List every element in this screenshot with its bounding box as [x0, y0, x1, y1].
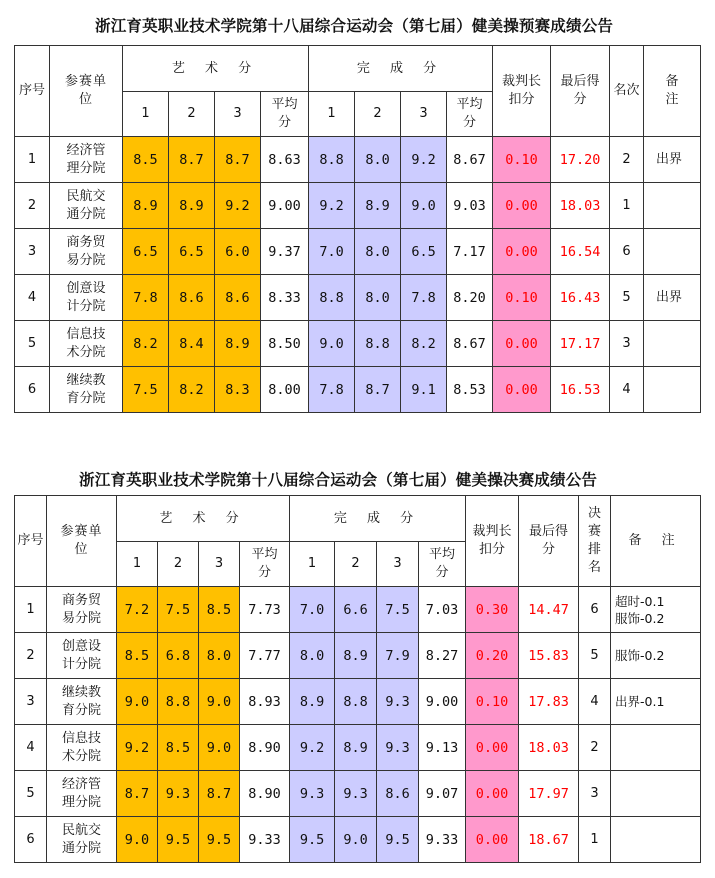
art-score-2: 6.8	[158, 633, 199, 679]
row-note	[644, 321, 701, 367]
table-row	[15, 679, 701, 725]
row-unit: 民航交通分院	[47, 817, 117, 863]
header-deduct: 裁判长扣分	[493, 46, 551, 137]
table-row	[15, 817, 701, 863]
row-note: 出界	[644, 275, 701, 321]
complete-avg: 8.27	[419, 633, 466, 679]
art-avg: 9.33	[240, 817, 290, 863]
art-score-2: 6.5	[169, 229, 215, 275]
complete-score-3: 9.3	[377, 679, 419, 725]
table-row	[15, 137, 701, 183]
art-score-2: 8.8	[158, 679, 199, 725]
header-note: 备 注	[611, 496, 701, 587]
row-note-line-1: 超时-0.1	[615, 593, 665, 609]
art-avg: 9.00	[261, 183, 309, 229]
art-score-1: 8.5	[117, 633, 158, 679]
header-art-judge-1: 1	[117, 542, 158, 587]
complete-avg: 8.20	[447, 275, 493, 321]
row-seq: 2	[15, 183, 50, 229]
art-score-2: 8.9	[169, 183, 215, 229]
complete-score-3: 7.5	[377, 587, 419, 633]
art-score-3: 9.0	[199, 725, 240, 771]
row-note	[611, 725, 701, 771]
art-avg: 8.33	[261, 275, 309, 321]
header-art: 艺 术 分	[123, 46, 309, 92]
complete-score-3: 8.2	[401, 321, 447, 367]
header-final: 最后得分	[519, 496, 579, 587]
complete-score-3: 7.9	[377, 633, 419, 679]
complete-avg: 9.00	[419, 679, 466, 725]
header-complete-avg: 平均分	[419, 542, 466, 587]
row-unit: 经济管理分院	[50, 137, 123, 183]
complete-score-1: 9.2	[290, 725, 335, 771]
table-row	[15, 321, 701, 367]
row-unit: 继续教育分院	[50, 367, 123, 413]
row-rank: 4	[610, 367, 644, 413]
art-avg: 8.50	[261, 321, 309, 367]
header-art-judge-1: 1	[123, 92, 169, 137]
header-art-avg: 平均分	[261, 92, 309, 137]
art-score-2: 7.5	[158, 587, 199, 633]
complete-score-3: 8.6	[377, 771, 419, 817]
complete-score-2: 8.8	[355, 321, 401, 367]
final-score: 17.97	[519, 771, 579, 817]
final-score: 16.43	[551, 275, 610, 321]
art-score-3: 9.0	[199, 679, 240, 725]
complete-score-3: 7.8	[401, 275, 447, 321]
final-score: 14.47	[519, 587, 579, 633]
complete-score-1: 8.0	[290, 633, 335, 679]
header-final: 最后得分	[551, 46, 610, 137]
complete-avg: 8.53	[447, 367, 493, 413]
header-complete-judge-3: 3	[401, 92, 447, 137]
judge-deduction: 0.00	[466, 817, 519, 863]
row-seq: 1	[15, 137, 50, 183]
art-avg: 7.73	[240, 587, 290, 633]
row-rank: 1	[579, 817, 611, 863]
table-row	[15, 367, 701, 413]
art-score-2: 8.6	[169, 275, 215, 321]
header-complete-judge-2: 2	[355, 92, 401, 137]
judge-deduction: 0.00	[493, 183, 551, 229]
header-complete-judge-1: 1	[290, 542, 335, 587]
header-rank: 决赛排名	[579, 496, 611, 587]
complete-avg: 8.67	[447, 321, 493, 367]
header-unit: 参赛单位	[50, 46, 123, 137]
complete-score-3: 9.2	[401, 137, 447, 183]
row-rank: 5	[610, 275, 644, 321]
header-art-judge-2: 2	[158, 542, 199, 587]
final-score: 18.03	[551, 183, 610, 229]
art-score-2: 9.5	[158, 817, 199, 863]
art-score-2: 8.4	[169, 321, 215, 367]
row-rank: 5	[579, 633, 611, 679]
row-rank: 6	[610, 229, 644, 275]
complete-score-1: 9.5	[290, 817, 335, 863]
row-seq: 3	[15, 229, 50, 275]
art-score-2: 9.3	[158, 771, 199, 817]
row-note-line-1: 服饰-0.2	[615, 648, 665, 663]
row-rank: 3	[610, 321, 644, 367]
complete-score-3: 9.3	[377, 725, 419, 771]
complete-score-3: 6.5	[401, 229, 447, 275]
complete-score-2: 8.8	[335, 679, 377, 725]
row-seq: 2	[15, 633, 47, 679]
judge-deduction: 0.00	[466, 771, 519, 817]
complete-score-2: 8.0	[355, 275, 401, 321]
judge-deduction: 0.00	[466, 725, 519, 771]
art-score-3: 9.5	[199, 817, 240, 863]
row-seq: 4	[15, 725, 47, 771]
row-seq: 3	[15, 679, 47, 725]
art-score-1: 8.9	[123, 183, 169, 229]
row-note	[644, 183, 701, 229]
complete-score-2: 8.9	[335, 633, 377, 679]
prelim-title: 浙江育英职业技术学院第十八届综合运动会（第七届）健美操预赛成绩公告	[95, 17, 614, 35]
complete-score-1: 7.0	[309, 229, 355, 275]
header-complete-avg: 平均分	[447, 92, 493, 137]
row-note	[644, 367, 701, 413]
table-row	[15, 183, 701, 229]
complete-avg: 7.03	[419, 587, 466, 633]
row-unit: 信息技术分院	[47, 725, 117, 771]
table-row	[15, 725, 701, 771]
row-seq: 6	[15, 817, 47, 863]
judge-deduction: 0.00	[493, 229, 551, 275]
table-row	[15, 229, 701, 275]
art-score-3: 8.9	[215, 321, 261, 367]
row-note	[611, 679, 701, 725]
final-table	[14, 495, 701, 863]
judge-deduction: 0.00	[493, 367, 551, 413]
complete-score-1: 8.8	[309, 275, 355, 321]
art-score-1: 8.5	[123, 137, 169, 183]
header-art-judge-3: 3	[215, 92, 261, 137]
art-avg: 8.93	[240, 679, 290, 725]
row-rank: 2	[579, 725, 611, 771]
complete-avg: 9.33	[419, 817, 466, 863]
complete-score-3: 9.0	[401, 183, 447, 229]
row-note	[611, 587, 701, 633]
art-avg: 9.37	[261, 229, 309, 275]
final-score: 17.83	[519, 679, 579, 725]
art-score-1: 9.2	[117, 725, 158, 771]
art-score-3: 8.7	[215, 137, 261, 183]
header-rank: 名次	[610, 46, 644, 137]
row-unit: 继续教育分院	[47, 679, 117, 725]
complete-score-1: 8.9	[290, 679, 335, 725]
complete-score-1: 7.0	[290, 587, 335, 633]
art-score-3: 8.0	[199, 633, 240, 679]
art-score-1: 8.7	[117, 771, 158, 817]
complete-score-2: 8.9	[335, 725, 377, 771]
art-score-1: 7.5	[123, 367, 169, 413]
complete-score-2: 8.0	[355, 229, 401, 275]
row-unit: 民航交通分院	[50, 183, 123, 229]
row-unit: 创意设计分院	[50, 275, 123, 321]
complete-score-2: 6.6	[335, 587, 377, 633]
art-score-1: 6.5	[123, 229, 169, 275]
row-note-line-1: 出界-0.1	[615, 694, 665, 709]
judge-deduction: 0.20	[466, 633, 519, 679]
judge-deduction: 0.30	[466, 587, 519, 633]
row-unit: 商务贸易分院	[50, 229, 123, 275]
art-score-1: 9.0	[117, 679, 158, 725]
complete-score-1: 9.0	[309, 321, 355, 367]
final-score: 16.53	[551, 367, 610, 413]
art-score-2: 8.5	[158, 725, 199, 771]
art-score-1: 9.0	[117, 817, 158, 863]
complete-score-2: 8.7	[355, 367, 401, 413]
row-rank: 4	[579, 679, 611, 725]
complete-score-1: 9.3	[290, 771, 335, 817]
final-score: 17.20	[551, 137, 610, 183]
row-rank: 6	[579, 587, 611, 633]
final-score: 18.03	[519, 725, 579, 771]
complete-score-1: 7.8	[309, 367, 355, 413]
art-score-2: 8.2	[169, 367, 215, 413]
row-unit: 经济管理分院	[47, 771, 117, 817]
art-score-3: 9.2	[215, 183, 261, 229]
art-avg: 7.77	[240, 633, 290, 679]
row-unit: 商务贸易分院	[47, 587, 117, 633]
judge-deduction: 0.10	[493, 137, 551, 183]
final-title: 浙江育英职业技术学院第十八届综合运动会（第七届）健美操决赛成绩公告	[79, 471, 598, 489]
row-seq: 5	[15, 771, 47, 817]
art-avg: 8.90	[240, 725, 290, 771]
complete-score-2: 8.9	[355, 183, 401, 229]
header-art: 艺 术 分	[117, 496, 290, 542]
header-art-avg: 平均分	[240, 542, 290, 587]
judge-deduction: 0.10	[493, 275, 551, 321]
table-row	[15, 771, 701, 817]
final-score: 17.17	[551, 321, 610, 367]
row-note: 出界	[644, 137, 701, 183]
complete-avg: 7.17	[447, 229, 493, 275]
final-score: 16.54	[551, 229, 610, 275]
complete-avg: 9.03	[447, 183, 493, 229]
art-score-3: 6.0	[215, 229, 261, 275]
art-score-3: 8.3	[215, 367, 261, 413]
header-art-judge-2: 2	[169, 92, 215, 137]
complete-score-3: 9.1	[401, 367, 447, 413]
row-note	[611, 633, 701, 679]
art-score-1: 7.8	[123, 275, 169, 321]
complete-avg: 9.13	[419, 725, 466, 771]
row-note	[644, 229, 701, 275]
complete-score-2: 9.3	[335, 771, 377, 817]
complete-avg: 8.67	[447, 137, 493, 183]
judge-deduction: 0.00	[493, 321, 551, 367]
table-row	[15, 587, 701, 633]
header-complete: 完 成 分	[290, 496, 466, 542]
complete-score-3: 9.5	[377, 817, 419, 863]
header-complete-judge-3: 3	[377, 542, 419, 587]
complete-score-1: 9.2	[309, 183, 355, 229]
row-seq: 4	[15, 275, 50, 321]
header-complete-judge-2: 2	[335, 542, 377, 587]
final-score: 15.83	[519, 633, 579, 679]
table-row	[15, 633, 701, 679]
art-avg: 8.90	[240, 771, 290, 817]
row-seq: 1	[15, 587, 47, 633]
art-score-1: 7.2	[117, 587, 158, 633]
header-art-judge-3: 3	[199, 542, 240, 587]
art-score-3: 8.7	[199, 771, 240, 817]
header-unit: 参赛单位	[47, 496, 117, 587]
art-score-3: 8.5	[199, 587, 240, 633]
final-score: 18.67	[519, 817, 579, 863]
prelim-table	[14, 45, 701, 413]
row-rank: 2	[610, 137, 644, 183]
art-score-2: 8.7	[169, 137, 215, 183]
header-seq: 序号	[15, 46, 50, 137]
row-seq: 6	[15, 367, 50, 413]
row-note	[611, 817, 701, 863]
header-seq: 序号	[15, 496, 47, 587]
row-unit: 信息技术分院	[50, 321, 123, 367]
header-deduct: 裁判长扣分	[466, 496, 519, 587]
art-score-1: 8.2	[123, 321, 169, 367]
header-complete-judge-1: 1	[309, 92, 355, 137]
art-avg: 8.63	[261, 137, 309, 183]
table-row	[15, 275, 701, 321]
row-rank: 1	[610, 183, 644, 229]
header-complete: 完 成 分	[309, 46, 493, 92]
judge-deduction: 0.10	[466, 679, 519, 725]
row-note	[611, 771, 701, 817]
art-avg: 8.00	[261, 367, 309, 413]
header-note: 备注	[644, 46, 701, 137]
row-unit: 创意设计分院	[47, 633, 117, 679]
row-note-line-2: 服饰-0.2	[615, 610, 665, 626]
art-score-3: 8.6	[215, 275, 261, 321]
complete-score-2: 8.0	[355, 137, 401, 183]
row-rank: 3	[579, 771, 611, 817]
complete-avg: 9.07	[419, 771, 466, 817]
complete-score-2: 9.0	[335, 817, 377, 863]
row-seq: 5	[15, 321, 50, 367]
complete-score-1: 8.8	[309, 137, 355, 183]
